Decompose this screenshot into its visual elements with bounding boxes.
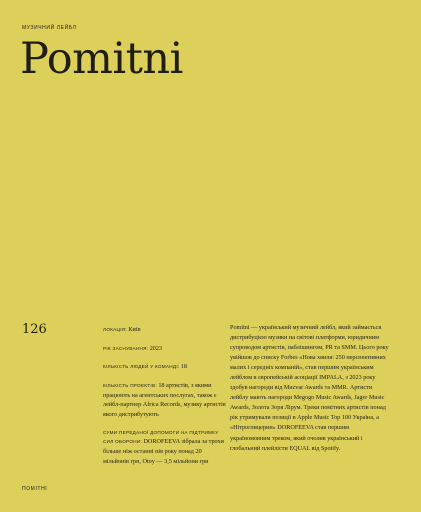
fact-donations (103, 429, 228, 467)
section-kicker: МУЗИЧНИЙ ЛЕЙБЛ (22, 25, 77, 31)
fact-team-size (103, 362, 228, 372)
fact-value: Київ (128, 326, 141, 333)
fact-value: 18 (180, 363, 188, 371)
fact-label: КІЛЬКІСТЬ ПРОЕКТІВ: (103, 382, 157, 388)
fact-founded (103, 344, 228, 354)
page-title: Pomitni (20, 34, 183, 84)
fact-label: КІЛЬКІСТЬ ЛЮДЕЙ У КОМАНДІ: (103, 364, 180, 370)
fact-value: 2023 (149, 344, 163, 352)
fact-value: 18 артистів, з якими працюють на агентських послугах, також є лейбл-партнер Africa Records, музику артистів якого дистрибутують (103, 381, 226, 418)
facts-list (103, 325, 228, 475)
page-number: 126 (22, 322, 47, 337)
fact-label: СУМИ ПЕРЕДАНОЇ ДОПОМОГИ НА ПІДТРИМКУ СИЛ ОБОРОНИ: (103, 429, 219, 445)
page-footer: ПОМІТНІ (22, 486, 48, 492)
fact-label: РІК ЗАСНУВАННЯ: (103, 345, 149, 351)
fact-projects (103, 381, 228, 420)
fact-label: ЛОКАЦІЯ: (103, 327, 127, 332)
fact-value: DOROFEEVA зібрала за трохи більше ніж останні пів року понад 20 мільйонів грн, Otoy — 3,5 мільйони грн (103, 438, 224, 465)
fact-location (103, 325, 228, 335)
body-paragraph: Pomitni — український музичний лейбл, який займається дистрибуцією музики на світові платформи, юридичним супроводом артистів, паблішингом, PR та SMM. Цього року увійшов до списку Forbes «Нова хвиля: 250 перспективних малих і середніх компаній», став першим українським лейблом в європейській асоціації IMPALA, з 2023 року здобув нагороди від Muzvar Awards та MMR. Артисти лейблу мають нагороди Megogo Music Awards, Jager Music Awards, Золота Зоря Лірум. Треки помітних артистів понад рік утримували позиції в Apple Music Top 100 Україна, а «Нітроглицерин» DOROFEEVA став першим україномовним треком, який очолив український і глобальний плейлісти EQUAL від Spotify. (230, 324, 389, 452)
